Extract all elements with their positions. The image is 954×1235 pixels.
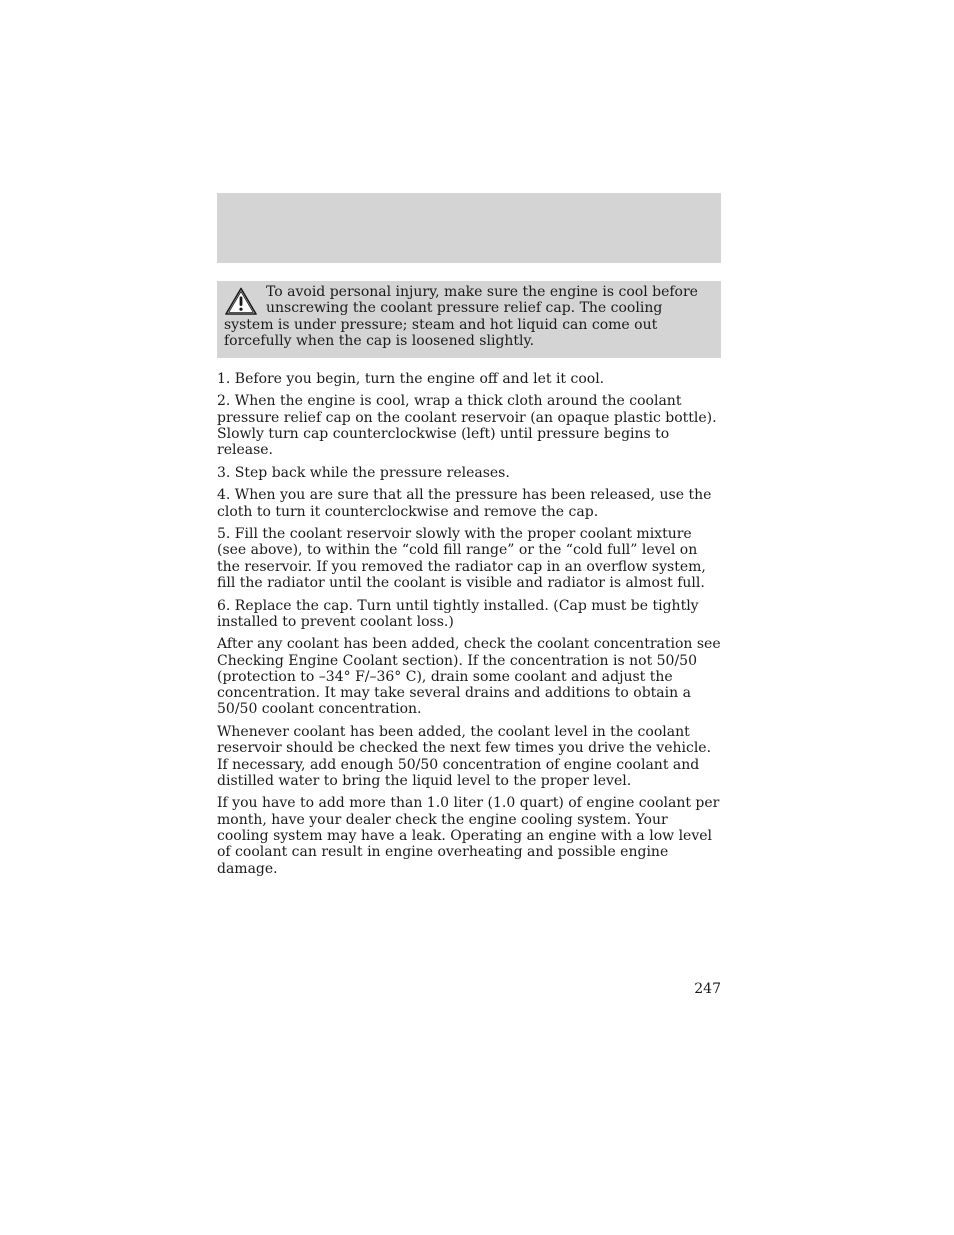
page-number: 247 xyxy=(694,981,721,997)
warning-box xyxy=(217,281,721,358)
concentration-paragraph: After any coolant has been added, check the coolant concentration see Checking Engine Coolant section). If the concentration is not 50/50 (protection to –34° F/–36° C), drain some coolant and adjust the concentration. It may take several drains and additions to obtain a 50/50 coolant concentration. xyxy=(217,636,721,718)
step-4: 4. When you are sure that all the pressure has been released, use the cloth to turn it counterclockwise and remove the cap. xyxy=(217,487,712,520)
section-header-band xyxy=(217,193,721,263)
step-6: 6. Replace the cap. Turn until tightly installed. (Cap must be tightly installed to prevent coolant loss.) xyxy=(217,597,699,630)
step-1: 1. Before you begin, turn the engine off and let it cool. xyxy=(217,371,605,387)
leak-paragraph: If you have to add more than 1.0 liter (1.0 quart) of engine coolant per month, have your dealer check the engine cooling system. Your cooling system may have a leak. Operating an engine with a low level of coolant can result in engine overheating and possible engine damage. xyxy=(217,795,720,877)
warning-triangle-icon xyxy=(224,286,258,316)
step-2: 2. When the engine is cool, wrap a thick cloth around the coolant pressure relief cap on the coolant reservoir (an opaque plastic bottle). Slowly turn cap counterclockwise (left) until pressure begins to release. xyxy=(217,393,717,459)
warning-text: To avoid personal injury, make sure the engine is cool before unscrewing the coolant pressure relief cap. The cooling system is under pressure; steam and hot liquid can come out forcefully when the cap is loosened slightly. xyxy=(224,284,698,349)
coolant-level-paragraph: Whenever coolant has been added, the coolant level in the coolant reservoir should be checked the next few times you drive the vehicle. If necessary, add enough 50/50 concentration of engine coolant and distilled water to bring the liquid level to the proper level. xyxy=(217,723,712,789)
step-3: 3. Step back while the pressure releases. xyxy=(217,464,510,481)
step-5: 5. Fill the coolant reservoir slowly with the proper coolant mixture (see above), to within the “cold fill range” or the “cold full” level on the reservoir. If you removed the radiator cap in an overflow system, fill the radiator until the coolant is visible and radiator is almost full. xyxy=(217,526,706,592)
body-text xyxy=(217,371,721,883)
